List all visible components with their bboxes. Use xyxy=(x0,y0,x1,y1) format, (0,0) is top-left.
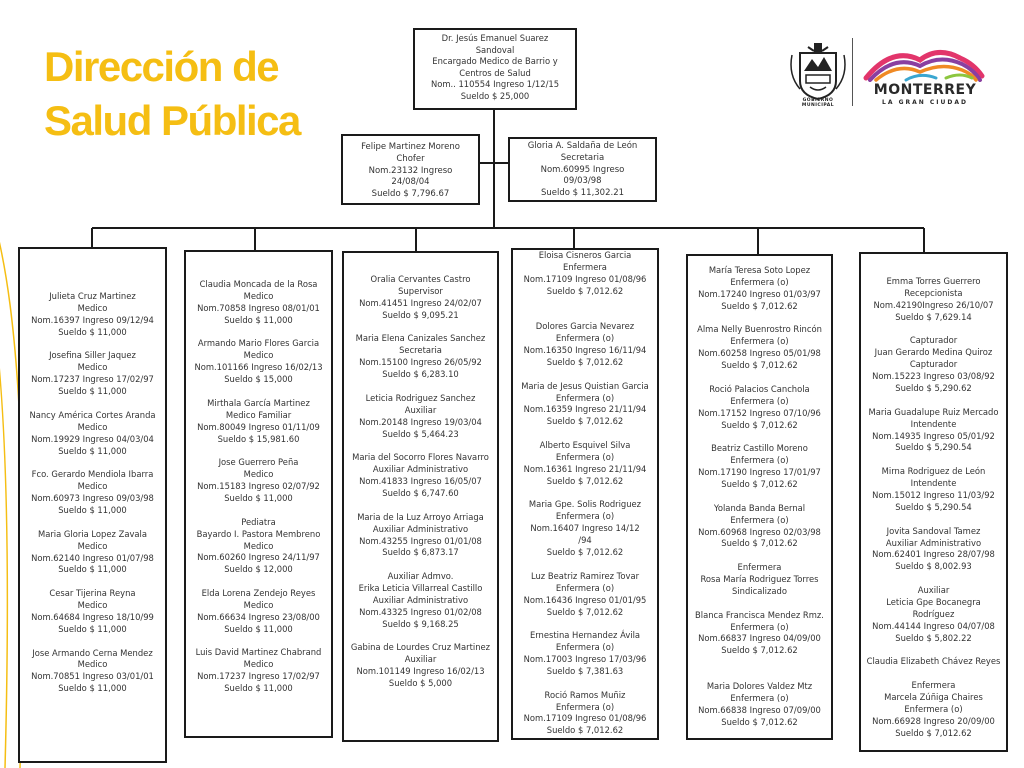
staff-line: Nom.41451 Ingreso 24/02/07 xyxy=(359,297,482,308)
spacer xyxy=(346,381,495,393)
spacer xyxy=(22,636,163,648)
spacer xyxy=(515,309,655,321)
staff-line: Nom.17109 Ingreso 01/08/96 xyxy=(523,273,647,284)
column-medicos-2 xyxy=(184,250,333,738)
staff-line: Sueldo $ 7,012.62 xyxy=(721,360,798,371)
staff-line: Maria de Jesus Quistian Garcia xyxy=(521,380,649,391)
staff-line: Leticia Rodriguez Sanchez xyxy=(365,392,476,403)
staff-line: Medico xyxy=(77,362,108,373)
staff-line: Enfermera (o) xyxy=(730,455,789,466)
staff-line: Sueldo $ 11,000 xyxy=(224,623,293,634)
staff-line: Capturador xyxy=(909,359,958,370)
staff-line: Medico xyxy=(77,481,108,492)
staff-line: Nom.66838 Ingreso 07/09/00 xyxy=(698,704,821,715)
staff-line: Medico xyxy=(77,659,108,670)
staff-line: Sueldo $ 5,290.54 xyxy=(895,501,972,512)
staff-line: Nom.17240 Ingreso 01/03/97 xyxy=(698,288,821,299)
staff-line: Sueldo $ 7,796.67 xyxy=(371,189,450,200)
staff-line: Sueldo $ 11,000 xyxy=(224,314,293,325)
staff-line: Sandoval xyxy=(475,44,515,55)
staff-line: Auxiliar Admvo. xyxy=(387,571,454,582)
spacer xyxy=(690,550,829,562)
staff-line: Luis David Martinez Chabrand xyxy=(195,647,322,658)
staff-line: Nom.44144 Ingreso 04/07/08 xyxy=(872,620,995,631)
staff-line: Maria Dolores Valdez Mtz xyxy=(706,680,813,691)
staff-line: Enfermera (o) xyxy=(555,392,615,403)
staff-line: Sueldo $ 7,012.62 xyxy=(546,285,624,296)
staff-line: Gloria A. Saldaña de León xyxy=(527,141,638,151)
staff-line: Nom.60995 Ingreso xyxy=(540,164,625,175)
staff-line: Maria de la Luz Arroyo Arriaga xyxy=(357,511,484,522)
spacer xyxy=(22,339,163,351)
staff-line: Sueldo $ 11,000 xyxy=(224,683,293,694)
staff-line: Nom.16361 Ingreso 21/11/94 xyxy=(523,463,647,474)
staff-line: Nom.101149 Ingreso 16/02/13 xyxy=(356,666,485,677)
staff-line: Nom.16359 Ingreso 21/11/94 xyxy=(523,404,647,415)
staff-line: Marcela Zúñiga Chaires xyxy=(884,691,983,702)
staff-line: Rosa María Rodriguez Torres xyxy=(700,574,819,585)
staff-line: Auxiliar Administrativo xyxy=(372,523,469,534)
staff-line: Sueldo $ 15,981.60 xyxy=(217,433,300,444)
staff-line: Dr. Jesús Emanuel Suarez xyxy=(441,33,549,43)
staff-line: Enfermera xyxy=(911,680,956,691)
staff-line: Chofer xyxy=(396,153,425,164)
staff-line: Enfermera xyxy=(563,261,607,272)
staff-line: Nom.43255 Ingreso 01/01/08 xyxy=(359,535,482,546)
staff-line: Nom.80049 Ingreso 01/11/09 xyxy=(197,421,320,432)
staff-line: Medico xyxy=(77,600,108,611)
spacer xyxy=(346,500,495,512)
page-title xyxy=(44,40,300,148)
staff-line: Enfermera (o) xyxy=(555,701,615,712)
spacer xyxy=(515,369,655,381)
staff-line: Maria Guadalupe Ruiz Mercado xyxy=(868,406,999,417)
spacer xyxy=(346,631,495,643)
staff-line: Enfermera (o) xyxy=(730,336,789,347)
spacer xyxy=(690,598,829,610)
staff-line: Nom.66634 Ingreso 23/08/00 xyxy=(197,611,320,622)
spacer xyxy=(346,322,495,334)
staff-line: Medico Familiar xyxy=(225,409,292,420)
column-enfermeras-2 xyxy=(686,254,833,740)
staff-line: Pediatra xyxy=(241,516,276,527)
staff-line: Armando Mario Flores Garcia xyxy=(197,338,320,349)
staff-line: Claudia Elizabeth Chávez Reyes xyxy=(866,656,1001,667)
spacer xyxy=(515,298,655,310)
staff-line: Maria Gpe. Solis Rodriguez xyxy=(528,499,642,510)
column-enfermeras-1 xyxy=(511,248,659,740)
staff-line: Nom.17003 Ingreso 17/03/96 xyxy=(523,654,647,665)
staff-line: Nom.60258 Ingreso 05/01/98 xyxy=(698,348,821,359)
staff-line: Nom.66837 Ingreso 04/09/00 xyxy=(698,633,821,644)
staff-line: Felipe Martinez Moreno xyxy=(361,142,460,152)
staff-line: Emma Torres Guerrero xyxy=(886,276,981,286)
staff-line: Blanca Francisca Mendez Rmz. xyxy=(695,609,824,620)
spacer xyxy=(863,514,1004,526)
staff-line: Nom.15012 Ingreso 11/03/92 xyxy=(872,489,995,500)
spacer xyxy=(690,313,829,325)
staff-line: Medico xyxy=(243,350,274,361)
staff-line: Nom.60968 Ingreso 02/03/98 xyxy=(698,526,821,537)
staff-line: Secretaria xyxy=(560,152,605,163)
staff-line: Enfermera (o) xyxy=(730,514,789,525)
spacer xyxy=(515,488,655,500)
staff-line: Sueldo $ 11,000 xyxy=(58,564,127,575)
spacer xyxy=(863,395,1004,407)
staff-line: Nom.17190 Ingreso 17/01/97 xyxy=(698,467,821,478)
spacer xyxy=(690,431,829,443)
staff-line: Sueldo $ 6,747.60 xyxy=(382,487,459,498)
staff-line: Centros de Salud xyxy=(459,67,531,78)
spacer xyxy=(863,324,1004,336)
staff-line: Nom.70851 Ingreso 03/01/01 xyxy=(31,671,154,682)
staff-line: Nancy América Cortes Aranda xyxy=(29,409,156,420)
spacer xyxy=(346,559,495,571)
spacer xyxy=(515,559,655,571)
spacer xyxy=(22,517,163,529)
staff-line: Luz Beatriz Ramirez Tovar xyxy=(530,570,640,581)
staff-line: Sueldo $ 8,002.93 xyxy=(895,561,972,572)
title-line-2: Salud Pública xyxy=(44,97,300,144)
spacer xyxy=(690,491,829,503)
staff-line: Sueldo $ 7,012.62 xyxy=(895,727,972,738)
staff-line: Cesar Tijerina Reyna xyxy=(49,588,136,599)
staff-line: Enfermera (o) xyxy=(730,621,789,632)
staff-line: Nom.20148 Ingreso 19/03/04 xyxy=(359,416,482,427)
staff-line: Auxiliar xyxy=(404,654,437,665)
staff-line: Sueldo $ 11,000 xyxy=(58,326,127,337)
staff-line: Sueldo $ 6,873.17 xyxy=(382,547,459,558)
staff-line: Medico xyxy=(77,302,108,313)
monterrey-mountain-logo-icon xyxy=(862,42,986,82)
staff-line: Jose Guerrero Peña xyxy=(218,457,299,468)
staff-line: Sueldo $ 7,012.62 xyxy=(721,478,798,489)
city-name: MONTERREY xyxy=(873,82,977,98)
spacer xyxy=(863,668,1004,680)
staff-line: Nom.42190Ingreso 26/10/07 xyxy=(873,299,994,310)
staff-line: Sueldo $ 7,381.63 xyxy=(546,665,624,676)
staff-line: Enfermera xyxy=(737,562,782,573)
staff-line: Sueldo $ 7,012.62 xyxy=(721,538,798,549)
staff-line: Rodríguez xyxy=(912,608,955,619)
staff-line: Sueldo $ 7,012.62 xyxy=(546,606,624,617)
staff-line: Enfermera (o) xyxy=(730,692,789,703)
staff-line: Nom.70858 Ingreso 08/01/01 xyxy=(197,302,320,313)
spacer xyxy=(188,636,329,648)
staff-line: Gabina de Lourdes Cruz Martinez xyxy=(350,642,491,653)
staff-line: Nom.16407 Ingreso 14/12 xyxy=(530,523,640,534)
column-administrativos xyxy=(342,251,499,742)
staff-line: Nom.62140 Ingreso 01/07/98 xyxy=(31,552,154,563)
staff-line: Nom.16350 Ingreso 16/11/94 xyxy=(523,345,647,356)
staff-line: Enfermera (o) xyxy=(555,582,615,593)
spacer xyxy=(22,457,163,469)
staff-line: Auxiliar Administrativo xyxy=(372,464,469,475)
staff-line: Roció Palacios Canchola xyxy=(709,383,810,394)
staff-line: Medico xyxy=(243,290,274,301)
staff-line: Medico xyxy=(243,599,274,610)
spacer xyxy=(863,454,1004,466)
staff-line: Auxiliar xyxy=(404,404,437,415)
spacer xyxy=(188,505,329,517)
staff-line: Enfermera (o) xyxy=(555,451,615,462)
staff-line: Sueldo $ 5,464.23 xyxy=(382,428,459,439)
staff-line: Erika Leticia Villarreal Castillo xyxy=(358,583,483,594)
spacer xyxy=(22,576,163,588)
staff-line: Nom.15223 Ingreso 03/08/92 xyxy=(872,371,995,382)
staff-line: Josefina Siller Jaquez xyxy=(49,350,136,361)
staff-line: Nom.15100 Ingreso 26/05/92 xyxy=(359,357,482,368)
staff-line: Sueldo $ 7,012.62 xyxy=(546,725,624,736)
staff-line: Jose Armando Cerna Mendez xyxy=(32,647,153,658)
staff-line: Medico xyxy=(243,540,274,551)
spacer xyxy=(22,398,163,410)
staff-line: Intendente xyxy=(910,478,957,489)
staff-line: Sueldo $ 15,000 xyxy=(224,374,293,385)
staff-line: Yolanda Banda Bernal xyxy=(713,502,806,513)
staff-line: Nom.43325 Ingreso 01/02/08 xyxy=(359,606,482,617)
staff-line: 24/08/04 xyxy=(391,177,430,188)
title-line-1: Dirección de xyxy=(44,43,279,90)
staff-line: Sueldo $ 5,290.54 xyxy=(895,442,972,453)
staff-line: Secretaria xyxy=(399,345,442,356)
staff-line: Medico xyxy=(243,469,274,480)
staff-line: Auxiliar Administrativo xyxy=(885,537,982,548)
staff-line: Sueldo $ 7,012.62 xyxy=(546,416,624,427)
staff-line: Claudia Moncada de la Rosa xyxy=(199,279,318,289)
staff-line: Auxiliar Administrativo xyxy=(372,594,469,605)
staff-line: Sueldo $ 9,095.21 xyxy=(382,309,459,320)
director-box xyxy=(413,28,577,110)
staff-line: Sueldo $ 7,012.62 xyxy=(721,716,798,727)
staff-line: Enfermera (o) xyxy=(555,511,615,522)
staff-line: Juan Gerardo Medina Quiroz xyxy=(874,347,993,358)
staff-line: Sueldo $ 6,283.10 xyxy=(382,369,459,380)
staff-line: Sueldo $ 5,802.22 xyxy=(895,632,972,643)
staff-line: Sueldo $ 7,012.62 xyxy=(721,419,798,430)
spacer xyxy=(188,445,329,457)
staff-line: Nom.60260 Ingreso 24/11/97 xyxy=(197,552,320,563)
staff-line: Leticia Gpe Bocanegra xyxy=(886,596,981,607)
staff-line: Nom.62401 Ingreso 28/07/98 xyxy=(872,549,995,560)
spacer xyxy=(188,386,329,398)
staff-line: Elda Lorena Zendejo Reyes xyxy=(201,588,316,599)
staff-line: Sueldo $ 11,000 xyxy=(58,683,127,694)
staff-line: Nom.17237 Ingreso 17/02/97 xyxy=(31,374,154,385)
staff-line: Intendente xyxy=(910,418,957,429)
staff-line: Enfermera (o) xyxy=(904,703,963,714)
staff-line: Sueldo $ 11,302.21 xyxy=(540,188,625,199)
staff-line: Nom.16436 Ingreso 01/01/95 xyxy=(523,594,647,605)
column-medicos-1 xyxy=(18,247,167,763)
staff-line: Ernestina Hernandez Ávila xyxy=(529,630,641,641)
staff-line: Bayardo I. Pastora Membreno xyxy=(196,528,321,539)
staff-line: Sueldo $ 11,000 xyxy=(58,504,127,515)
secretaria-box xyxy=(508,137,657,202)
staff-line: Sueldo $ 11,000 xyxy=(58,623,127,634)
city-tagline: LA GRAN CIUDAD xyxy=(882,99,968,106)
staff-line: Eloisa Cisneros Garcia xyxy=(538,250,632,260)
staff-line: Alma Nelly Buenrostro Rincón xyxy=(697,324,822,335)
staff-line: Sueldo $ 11,000 xyxy=(58,386,127,397)
staff-line: Enfermera (o) xyxy=(555,642,615,653)
staff-line: Nom.15183 Ingreso 02/07/92 xyxy=(197,481,320,492)
staff-line: Sueldo $ 7,012.62 xyxy=(721,645,798,656)
staff-line: Sueldo $ 7,012.62 xyxy=(546,547,624,558)
spacer xyxy=(188,576,329,588)
staff-line: Maria Gloria Lopez Zavala xyxy=(37,528,147,539)
chofer-box xyxy=(341,134,480,205)
staff-line: Enfermera (o) xyxy=(730,276,789,287)
staff-line: Nom.19929 Ingreso 04/03/04 xyxy=(31,433,154,444)
staff-line: /94 xyxy=(578,535,592,546)
staff-line: Nom.17109 Ingreso 01/08/96 xyxy=(523,713,647,724)
spacer xyxy=(188,327,329,339)
staff-line: Sueldo $ 12,000 xyxy=(224,564,293,575)
staff-line: Roció Ramos Muñiz xyxy=(544,689,626,700)
staff-line: Nom.101166 Ingreso 16/02/13 xyxy=(194,362,323,373)
staff-line: Nom.17152 Ingreso 07/10/96 xyxy=(698,407,821,418)
spacer xyxy=(863,645,1004,657)
staff-line: Maria del Socorro Flores Navarro xyxy=(352,452,489,463)
staff-line: Sueldo $ 5,290.62 xyxy=(895,383,972,394)
staff-line: Nom.66928 Ingreso 20/09/00 xyxy=(872,715,995,726)
spacer xyxy=(515,428,655,440)
municipal-seal-icon xyxy=(786,36,850,106)
staff-line: 09/03/98 xyxy=(563,176,602,187)
seal-caption: GOBIERNO MUNICIPAL xyxy=(801,98,835,108)
staff-line: Nom.64684 Ingreso 18/10/99 xyxy=(31,611,154,622)
staff-line: Sueldo $ 11,000 xyxy=(58,445,127,456)
staff-line: Sueldo $ 7,629.14 xyxy=(895,311,972,322)
staff-line: Nom.17237 Ingreso 17/02/97 xyxy=(197,671,320,682)
staff-line: Recepcionista xyxy=(904,287,963,298)
staff-line: Nom.23132 Ingreso xyxy=(368,165,453,176)
spacer xyxy=(690,657,829,669)
staff-line: Nom.41833 Ingreso 16/05/07 xyxy=(359,476,482,487)
staff-line: Sindicalizado xyxy=(732,585,787,596)
logo-divider xyxy=(852,38,853,106)
staff-line: Capturador xyxy=(909,335,958,346)
staff-line: Nom.16397 Ingreso 09/12/94 xyxy=(31,314,154,325)
staff-line: Medico xyxy=(243,659,274,670)
staff-line: Nom.. 110554 Ingreso 1/12/15 xyxy=(430,79,560,90)
staff-line: Alberto Esquivel Silva xyxy=(539,440,631,451)
spacer xyxy=(346,440,495,452)
staff-line: María Teresa Soto Lopez xyxy=(708,265,811,275)
staff-line: Nom.14935 Ingreso 05/01/92 xyxy=(872,430,995,441)
spacer xyxy=(690,669,829,681)
staff-line: Mirna Rodriguez de León xyxy=(881,466,986,477)
staff-line: Medico xyxy=(77,421,108,432)
staff-line: Medico xyxy=(77,540,108,551)
staff-line: Sueldo $ 25,000 xyxy=(460,90,530,101)
staff-line: Maria Elena Canizales Sanchez xyxy=(355,333,486,344)
staff-line: Auxiliar xyxy=(917,585,950,596)
logo-area xyxy=(786,36,986,110)
spacer xyxy=(515,618,655,630)
staff-line: Nom.60973 Ingreso 09/03/98 xyxy=(31,493,154,504)
staff-line: Jovita Sandoval Tamez xyxy=(886,525,981,536)
staff-line: Sueldo $ 7,012.62 xyxy=(546,475,624,486)
staff-line: Fco. Gerardo Mendiola Ibarra xyxy=(31,469,154,480)
spacer xyxy=(515,678,655,690)
staff-line: Dolores Garcia Nevarez xyxy=(535,321,635,332)
staff-line: Encargado Medico de Barrio y xyxy=(432,56,558,67)
staff-line: Sueldo $ 9,168.25 xyxy=(382,618,459,629)
staff-line: Sueldo $ 5,000 xyxy=(388,678,453,689)
staff-line: Mirthala García Martinez xyxy=(207,397,310,408)
staff-line: Beatriz Castillo Moreno xyxy=(711,443,808,454)
staff-line: Julieta Cruz Martinez xyxy=(49,291,136,301)
staff-line: Sueldo $ 11,000 xyxy=(224,492,293,503)
staff-line: Enfermera (o) xyxy=(730,395,789,406)
staff-line: Sueldo $ 7,012.62 xyxy=(721,300,798,311)
staff-line: Sueldo $ 7,012.62 xyxy=(546,356,624,367)
staff-line: Enfermera (o) xyxy=(555,333,615,344)
column-apoyo xyxy=(859,252,1008,752)
staff-line: Oralia Cervantes Castro xyxy=(370,274,471,284)
spacer xyxy=(690,372,829,384)
spacer xyxy=(863,573,1004,585)
staff-line: Supervisor xyxy=(398,285,443,296)
